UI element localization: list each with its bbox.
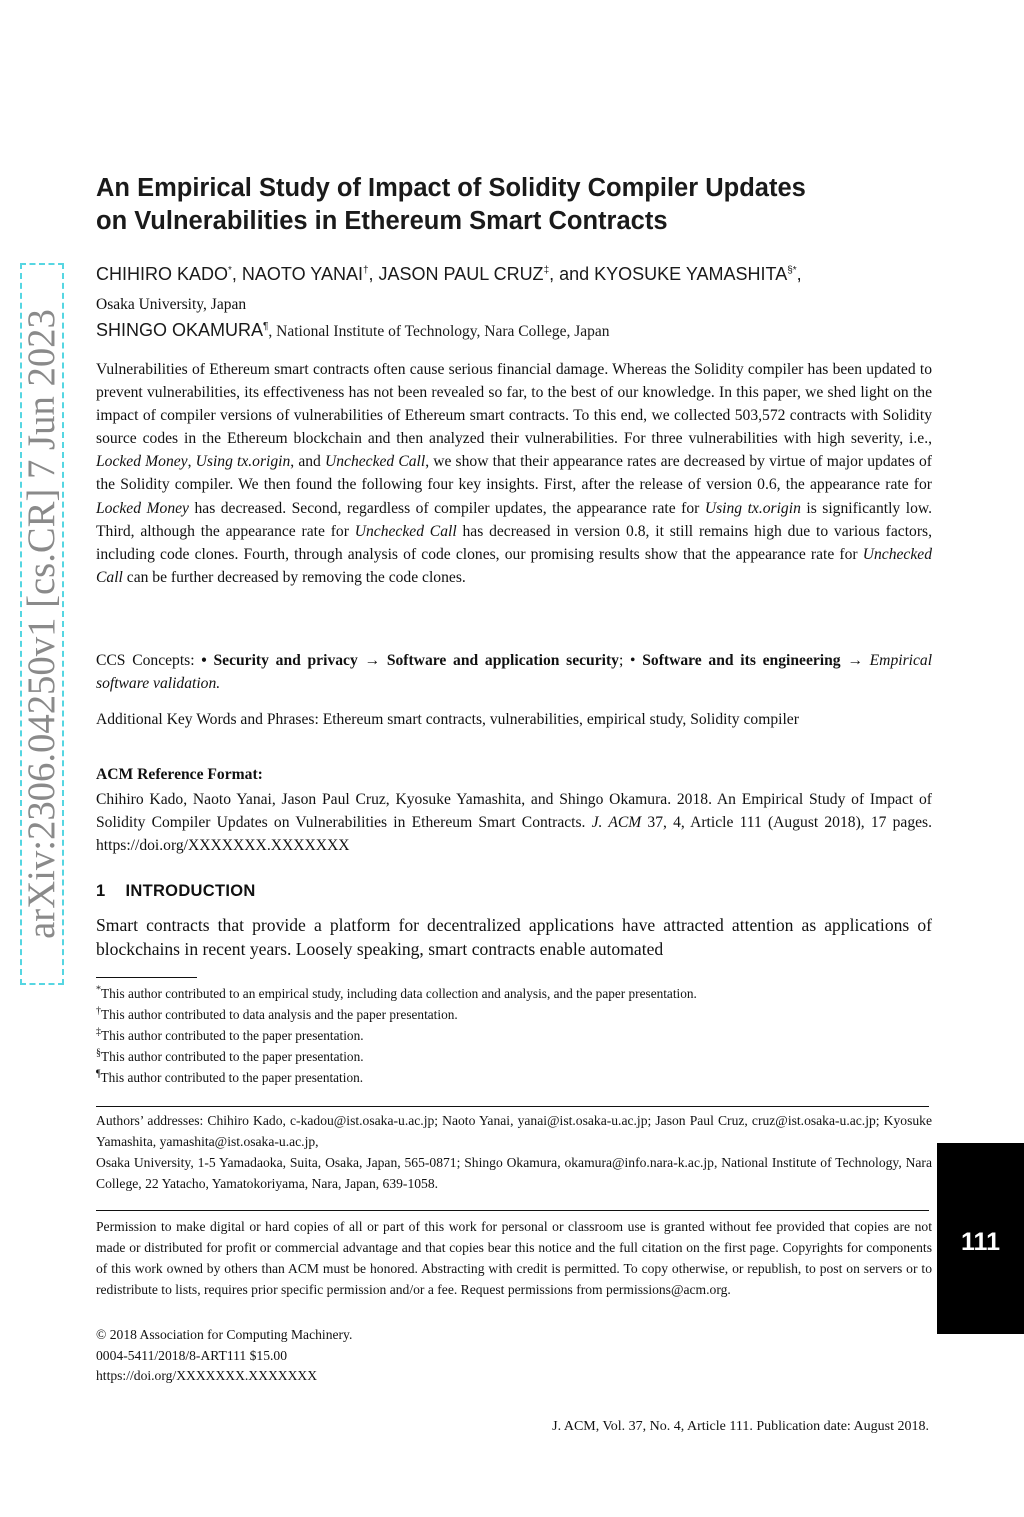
term-locked-money: Locked Money [96,499,189,517]
ccs-bullet: • [201,652,214,669]
author-name: CHIHIRO KADO [96,264,229,284]
footnote-divider [96,977,197,978]
abstract [96,358,932,589]
addresses-line: Authors’ addresses: Chihiro Kado, c-kadou@ist.osaka-u.ac.jp; Naoto Yanai, yanai@ist.osaka-u.ac.jp; Jason Paul Cruz, cruz@ist.osaka-u.ac.jp; Kyosuke Yamashita, yamashita@ist.osaka-u.ac.jp, [96,1113,932,1149]
footnote-mark: ‡ [96,1026,101,1038]
title-line-2: on Vulnerabilities in Ethereum Smart Contracts [96,207,668,235]
footnote-text: This author contributed to the paper presentation. [100,1070,364,1085]
footnote-text: This author contributed to an empirical study, including data collection and analysis, and the paper presentation. [101,986,697,1001]
footnote-text: This author contributed to data analysis and the paper presentation. [101,1007,458,1022]
author-addresses [96,1111,932,1195]
author-mark: † [362,265,369,276]
footnote [96,1007,458,1023]
footnote-mark: † [96,1005,101,1017]
permission-notice: Permission to make digital or hard copies of all or part of this work for personal or classroom use is granted without fee provided that copies are not made or distributed for profit or commercial advantage and that copies bear this notice and the full citation on the first page. Copyrights for components of this work owned by others than ACM must be honored. Abstracting with credit is permitted. To copy otherwise, or republish, to post on servers or to redistribute to lists, requires prior specific permission and/or a fee. Request permissions from permissions@acm.org. [96,1219,932,1297]
author-line-2 [96,320,610,341]
journal-footer: J. ACM, Vol. 37, No. 4, Article 111. Publication date: August 2018. [552,1419,929,1434]
section-heading [96,882,256,901]
footnote-mark: * [96,984,101,996]
author-mark: §* [787,265,797,276]
footnote [96,1049,364,1065]
author-mark: ¶ [263,321,269,332]
issn: 0004-5411/2018/8-ART111 $15.00 [96,1348,287,1363]
footnote-text: This author contributed to the paper presentation. [101,1028,364,1043]
footnote [96,1070,363,1086]
introduction-text: Smart contracts that provide a platform for decentralized applications have attracted attention as applications of blockchains in recent years. Loosely speaking, smart contracts enable automated [96,915,932,960]
term-using-tx-origin: Using tx.origin [704,499,801,517]
reference-text: 37, 4, Article 111 (August 2018), 17 pages. https://doi.org/XXXXXXX.XXXXXXX [96,814,933,855]
doi-link[interactable]: https://doi.org/XXXXXXX.XXXXXXX [96,1368,318,1383]
ccs-arrow: → [357,652,387,669]
footnote [96,986,697,1002]
keywords: Additional Key Words and Phrases: Ethereum smart contracts, vulnerabilities, empirical study, Solidity compiler [96,711,799,728]
abstract-text: Vulnerabilities of Ethereum smart contracts often cause serious financial damage. Whereas the Solidity compiler has been updated to prevent vulnerabilities, its effectiveness has not been revealed so far, to the best of our knowledge. In this paper, we shed light on the impact of compiler versions of vulnerabilities of Ethereum smart contracts. To this end, we collected 503,572 contracts with Solidity source codes in the Ethereum blockchain and then analyzed their vulnerabilities. For three vulnerabilities with high severity, i.e., [96,361,932,448]
permission-divider [96,1210,929,1211]
footnote-mark: § [96,1047,101,1059]
page-number: 111 [961,1228,1000,1256]
author-line-1 [96,264,802,285]
affiliation-nara: , National Institute of Technology, Nara College, Japan [268,323,610,340]
ccs-concept: Empirical software validation. [96,652,933,693]
title-line-1: An Empirical Study of Impact of Solidity Compiler Updates [96,174,806,202]
term-using-tx-origin: Using tx.origin [195,453,291,471]
section-title: INTRODUCTION [125,882,256,900]
author-name: SHINGO OKAMURA [96,320,264,340]
author-mark: ‡ [543,265,550,276]
ccs-concepts [96,649,932,695]
journal-name: J. ACM [591,814,642,832]
term-locked-money: Locked Money [96,453,188,471]
copyright: © 2018 Association for Computing Machinery. [96,1327,353,1342]
addresses-line: Osaka University, 1-5 Yamadaoka, Suita, Osaka, Japan, 565-0871; Shingo Okamura, okamura@info.nara-k.ac.jp, National Institute of Technology, Nara College, 22 Yatacho, Yamatokoriyama, Nara, Japan, 639-1058. [96,1154,932,1191]
abstract-text: , and [290,453,325,471]
term-unchecked-call: Unchecked Call [354,522,457,540]
footnote [96,1028,364,1044]
abstract-text: has decreased. Second, regardless of compiler updates, the appearance rate for [188,499,705,517]
ccs-concept: Software and its engineering [642,652,841,669]
abstract-text: , [187,453,196,471]
ccs-label: CCS Concepts: [96,652,202,669]
ccs-separator: ; • [618,652,643,669]
author-name: , and KYOSUKE YAMASHITA [549,264,788,284]
acm-reference-heading: ACM Reference Format: [96,766,263,783]
author-mark: * [228,265,232,276]
addresses-divider [96,1106,929,1107]
ccs-concept: Software and application security [386,652,619,669]
author-name: , NAOTO YANAI [231,264,363,284]
abstract-text: is significantly low. Third, although the appearance rate for [96,499,933,540]
author-name: , JASON PAUL CRUZ [368,264,544,284]
ccs-concept: Security and privacy [213,652,358,669]
author-separator: , [796,264,802,284]
paper-title [96,172,956,238]
affiliation-osaka: Osaka University, Japan [96,296,247,313]
abstract-text: has decreased in version 0.8, it still remains high due to various factors, including code clones. Fourth, through analysis of code clones, our promising results show that the appearance rate for [96,522,932,563]
ccs-arrow: → [840,652,870,669]
footnote-mark: ¶ [96,1068,101,1080]
term-unchecked-call: Unchecked Call [324,453,426,471]
reference-text: Chihiro Kado, Naoto Yanai, Jason Paul Cruz, Kyosuke Yamashita, and Shingo Okamura. 2018. An Empirical Study of Impact of Solidity Compiler Updates on Vulnerabilities in Ethereum Smart Contracts. [96,791,932,832]
acm-reference-text [96,788,932,857]
section-number: 1 [96,882,106,900]
footnote-text: This author contributed to the paper presentation. [101,1049,364,1064]
arxiv-identifier: arXiv:2306.04250v1 [cs.CR] 7 Jun 2023 [21,309,63,939]
abstract-text: can be further decreased by removing the code clones. [122,568,466,586]
abstract-text: , we show that their appearance rates are decreased by virtue of major updates of the Solidity compiler. We then found the following four key insights. First, after the release of version 0.6, the appearance rate for [96,453,932,494]
term-unchecked-call: Unchecked Call [96,545,932,586]
